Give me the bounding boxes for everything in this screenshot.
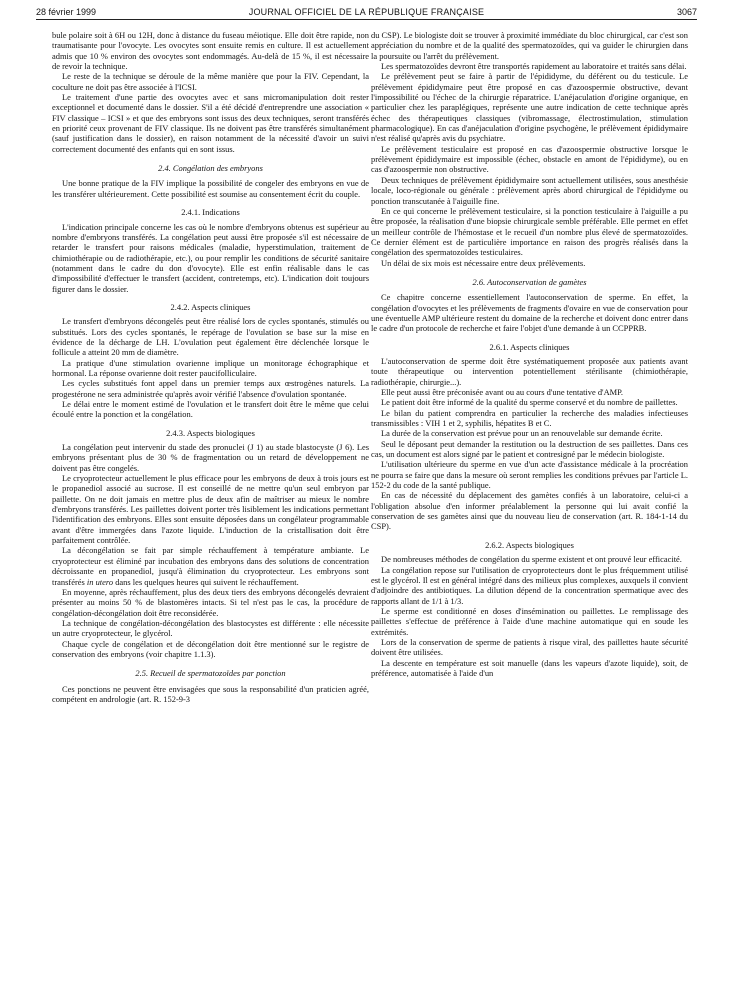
paragraph: Le patient doit être informé de la qualité du sperme conservé et du nombre de paillettes. bbox=[381, 397, 678, 408]
paragraph: Deux techniques de prélèvement épididymaire sont actuellement utilisées, sous anesthésie locale, loco-régionale ou générale : prélèvement après abord chirurgical de l'épididyme ou ponction transcutanée à l'aiguille fine. bbox=[371, 174, 688, 206]
section-heading: 2.4. Congélation des embryons bbox=[158, 163, 263, 174]
subsection-heading: 2.4.3. Aspects biologiques bbox=[166, 427, 255, 438]
paragraph: Seul le déposant peut demander la restitution ou la destruction de ses paillettes. Dans ces cas, un document est alors signé par le patient et contresigné par le médecin biologiste. bbox=[371, 438, 688, 460]
paragraph: Le prélèvement peut se faire à partir de l'épididyme, du déférent ou du testicule. Le prélèvement épididymaire peut être proposé en cas d'azoospermie obstructive, devant l'impossibilité ou l'échec de la chirurgie réparatrice. L'anéjaculation d'origine organique, en particulier chez les paraplégiques, représente une autre indication de cette technique après échec des thérapeutiques classiques (vibromassage, électrostimulation, stimulation pharmacologique). En cas d'anéjaculation d'origine psychogène, le prélèvement épididymaire n'est réalisé qu'après avis du psychiatre. bbox=[371, 71, 688, 144]
paragraph: De nombreuses méthodes de congélation du sperme existent et ont prouvé leur efficacité. bbox=[381, 554, 682, 565]
section-heading: 2.6. Autoconservation de gamètes bbox=[472, 276, 587, 287]
paragraph: Le reste de la technique se déroule de la même manière que pour la FIV. Cependant, la coculture ne doit pas être associée à l'ICSI. bbox=[52, 71, 369, 92]
header-rule bbox=[36, 19, 697, 20]
subsection-heading: 2.6.1. Aspects cliniques bbox=[489, 341, 570, 352]
paragraph: Le cryoprotecteur actuellement le plus efficace pour les embryons de deux à trois jours est le propanediol associé au sucrose. Il est conseillé de ne mettre qu'un seul embryon par paillette. On ne doit jamais en mettre plus de deux afin de maîtriser au mieux le nombre d'embryons transférés. Les paillettes doivent porter très lisiblement les indications permettant l'identification des embryons. Elles sont ensuite déposées dans un congélateur programmable avant d'être immergées dans l'azote liquide. L'induction de la cristallisation doit être parfaitement contrôlée. bbox=[52, 473, 369, 546]
page-header bbox=[36, 5, 697, 19]
paragraph: La durée de la conservation est prévue pour un an renouvelable sur demande écrite. bbox=[381, 428, 663, 439]
paragraph: Le traitement d'une partie des ovocytes avec et sans micromanipulation doit rester exceptionnel et documenté dans le dossier. S'il a été décidé d'entreprendre une association « FIV classique – ICSI » et que des embryons sont issus des deux techniques, seront transférés en priorité ceux provenant de FIV classique. Ils ne doivent pas être transférés simultanément (sauf justification dans le dossier), en raison notamment de la nécessité d'avoir un suivi correctement documenté des enfants qui en sont issus. bbox=[52, 92, 369, 154]
paragraph: L'autoconservation de sperme doit être systématiquement proposée aux patients avant toute thérapeutique ou intervention potentiellement stérilisante (chimiothérapie, radiothérapie, chirurgie...). bbox=[371, 355, 688, 387]
paragraph: Lors de la conservation de sperme de patients à risque viral, des paillettes haute sécurité doivent être utilisées. bbox=[371, 636, 688, 658]
subsection-heading: 2.4.1. Indications bbox=[181, 207, 240, 218]
paragraph: La pratique d'une stimulation ovarienne implique un monitorage échographique et hormonal. La réponse ovarienne doit rester paucifolliculaire. bbox=[52, 357, 369, 378]
paragraph: du CSP). Le biologiste doit se trouver à proximité immédiate du bloc chirurgical, car c'est son appréciation du nombre et de la qualité des spermatozoïdes, qui va guider le chirurgien dans la poursuite ou l'arrêt du prélèvement. bbox=[371, 30, 688, 61]
paragraph: En ce qui concerne le prélèvement testiculaire, si la ponction testiculaire à l'aiguille a pu être proposée, la réalisation d'une biopsie chirurgicale semble préférable. Elle permet en effet un meilleur contrôle de l'hémostase et le recueil d'un nombre plus élevé de spermatozoïdes. Ce dernier élément est de particulière importance en raison des progrès réalisés dans la congélation des spermatozoïdes testiculaires. bbox=[371, 205, 688, 258]
paragraph: Une bonne pratique de la FIV implique la possibilité de congeler des embryons en vue de les transférer ultérieurement. Cette possibilité est soumise au consentement écrit du couple. bbox=[52, 178, 369, 199]
section-heading: 2.5. Recueil de spermatozoïdes par ponction bbox=[135, 668, 286, 679]
paragraph: Elle peut aussi être préconisée avant ou au cours d'une tentative d'AMP. bbox=[381, 387, 624, 397]
paragraph: La congélation repose sur l'utilisation de cryoprotecteurs dont le plus fréquemment utilisé est le glycérol. Il est en général intégré dans des milieux plus complexes, auxquels il convient d'adjoindre des antibiotiques. La dilution dépend de la concentration spermatique avec des rapports allant de 1/1 à 1/3. bbox=[371, 564, 688, 606]
paragraph: La décongélation se fait par simple réchauffement à température ambiante. Le cryoprotecteur est éliminé par incubation des embryons dans des solutions de concentration décroissante en propanediol, jusqu'à élimination du cryoprotecteur. Les embryons sont transférés in utero dans les quelques heures qui suivent le réchauffement. bbox=[52, 545, 369, 587]
paragraph: Les cycles substitués font appel dans un premier temps aux œstrogènes naturels. La progestérone ne sera administrée qu'après avoir vérifié l'absence d'ovulation spontanée. bbox=[52, 378, 369, 399]
paragraph: Le transfert d'embryons décongelés peut être réalisé lors de cycles spontanés, stimulés ou substitués. Lors des cycles spontanés, le repérage de l'ovulation se base sur la mise en évidence de la décharge de LH. L'ovulation peut également être déclenchée lorsque le follicule a atteint 20 mm de diamètre. bbox=[52, 316, 369, 358]
paragraph: Ces ponctions ne peuvent être envisagées que sous la responsabilité d'un praticien agréé, compétent en andrologie (art. R. 152-9-3 bbox=[52, 683, 369, 704]
paragraph: L'utilisation ultérieure du sperme en vue d'un acte d'assistance médicale à la procréation ne pourra se faire que dans la mesure où seront remplies les conditions prévues par l'article L. 152-2 du code de la santé publique. bbox=[371, 459, 688, 491]
paragraph: La technique de congélation-décongélation des blastocystes est différente : elle nécessite un autre cryoprotecteur, le glycérol. bbox=[52, 617, 369, 639]
paragraph: bule polaire soit à 6H ou 12H, donc à distance du fuseau méiotique. Elle doit être rapide, non traumatisante pour l'ovocyte. Les ovocytes sont ensuite remis en culture. Il est actuellement admis que 10 % environ des ovocytes sont endommagés. Au-delà de 15 %, il est nécessaire de revoir la technique. bbox=[52, 30, 369, 72]
issue-date: 28 février 1999 bbox=[36, 7, 97, 17]
paragraph: La descente en température est soit manuelle (dans les vapeurs d'azote liquide), soit, de préférence, automatisée à l'aide d'un bbox=[371, 657, 688, 678]
paragraph: L'indication principale concerne les cas où le nombre d'embryons obtenus est supérieur au nombre d'embryons transférés. La congélation peut aussi être proposée s'il est nécessaire de retarder le transfert pour raisons médicales (maladie, hyperstimulation, traitement de chimiothérapie ou de radiothérapie, etc.), ou pour remplir les conditions de sécurité sanitaire (notamment dans le cadre du don d'ovocyte). Elle est enfin réalisable dans le cas d'impossibilité d'effectuer le transfert (accident, contretemps, etc). L'indication doit toujours figurer dans le dossier. bbox=[52, 221, 369, 294]
right-column bbox=[371, 30, 688, 678]
paragraph: En cas de nécessité du déplacement des gamètes confiés à un laboratoire, celui-ci a l'obligation absolue d'en informer préalablement la personne qui lui avait confié la conservation de ses gamètes ainsi que du nouveau lieu de conservation (art. R. 184-1-14 du CSP). bbox=[371, 490, 688, 532]
paragraph: Le prélèvement testiculaire est proposé en cas d'azoospermie obstructive lorsque le prélèvement épididymaire est impossible (échec, obstacle en amont de l'épididyme), ou en cas d'azoospermie non obstructive. bbox=[371, 143, 688, 175]
paragraph: Le sperme est conditionné en doses d'insémination ou paillettes. Le remplissage des paillettes s'effectue de préférence à l'aide d'une machine automatique qui en soude les extrémités. bbox=[371, 605, 688, 637]
left-column bbox=[52, 30, 369, 704]
paragraph: Un délai de six mois est nécessaire entre deux prélèvements. bbox=[381, 257, 586, 268]
journal-title: JOURNAL OFFICIEL DE LA RÉPUBLIQUE FRANÇAISE bbox=[248, 7, 485, 17]
paragraph: Le délai entre le moment estimé de l'ovulation et le transfert doit être le même que celui écoulé entre la ponction et la congélation. bbox=[52, 399, 369, 420]
paragraph: En moyenne, après réchauffement, plus des deux tiers des embryons décongelés devraient présenter au moins 50 % de blastomères intacts. Si tel n'est pas le cas, la procédure de congélation-décongélation doit être reconsidérée. bbox=[52, 586, 369, 618]
page-number: 3067 bbox=[676, 7, 697, 17]
paragraph: Les spermatozoïdes devront être transportés rapidement au laboratoire et traités sans délai. bbox=[381, 61, 687, 72]
paragraph: Chaque cycle de congélation et de décongélation doit être mentionné sur le registre de conservation des embryons (voir chapitre 1.1.3). bbox=[52, 638, 369, 659]
subsection-heading: 2.4.2. Aspects cliniques bbox=[170, 301, 251, 312]
paragraph: Ce chapitre concerne essentiellement l'autoconservation de sperme. En effet, la congélation d'ovocytes et les prélèvements de fragments d'ovaire en vue de conservation pour une éventuelle AMP ultérieure restent du domaine de la recherche et doivent donc entrer dans le cadre d'un protocole de recherche et faire l'objet d'une demande à un CCPPRB. bbox=[371, 292, 688, 334]
paragraph: Le bilan du patient comprendra en particulier la recherche des maladies infectieuses transmissibles : VIH 1 et 2, syphilis, hépatites B et C. bbox=[371, 407, 688, 429]
subsection-heading: 2.6.2. Aspects biologiques bbox=[485, 539, 574, 550]
paragraph: La congélation peut intervenir du stade des pronuclei (J 1) au stade blastocyste (J 6). Les embryons présentant plus de 30 % de fragmentation ou un retard de développement ne doivent pas être congelés. bbox=[52, 442, 369, 473]
